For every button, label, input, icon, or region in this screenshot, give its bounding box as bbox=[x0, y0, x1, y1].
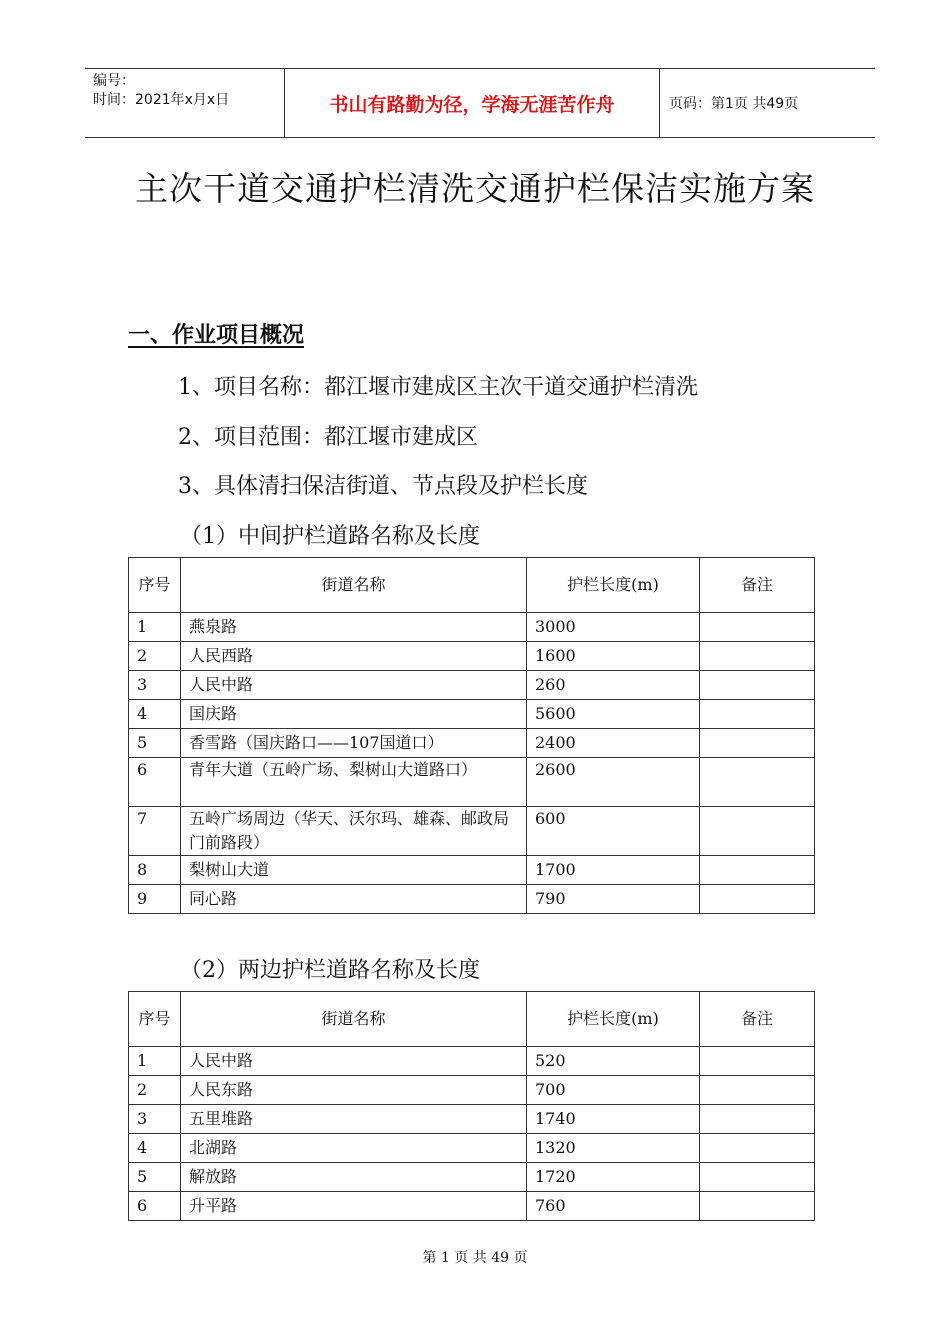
cell-name: 五里堆路 bbox=[181, 1105, 527, 1134]
cell-no: 2 bbox=[129, 1076, 181, 1105]
cell-name: 五岭广场周边（华天、沃尔玛、雄森、邮政局门前路段） bbox=[181, 807, 527, 856]
both-sides-guardrail-table bbox=[128, 991, 815, 1221]
header-page-info: 页码：第1页 共49页 bbox=[669, 96, 799, 112]
col-header-length: 护栏长度(m) bbox=[527, 558, 700, 613]
cell-name: 梨树山大道 bbox=[181, 856, 527, 885]
table-row bbox=[129, 1105, 815, 1134]
cell-name: 人民西路 bbox=[181, 642, 527, 671]
cell-no: 4 bbox=[129, 700, 181, 729]
cell-no: 5 bbox=[129, 1163, 181, 1192]
table-header-row bbox=[129, 558, 815, 613]
cell-name: 人民东路 bbox=[181, 1076, 527, 1105]
cell-name: 国庆路 bbox=[181, 700, 527, 729]
cell-length: 700 bbox=[527, 1076, 700, 1105]
cell-note bbox=[700, 1192, 815, 1221]
street-detail-item: 3、具体清扫保洁街道、节点段及护栏长度 bbox=[178, 474, 588, 499]
cell-note bbox=[700, 1163, 815, 1192]
cell-note bbox=[700, 758, 815, 807]
table-row bbox=[129, 758, 815, 807]
col-header-length: 护栏长度(m) bbox=[527, 992, 700, 1047]
page-footer: 第 1 页 共 49 页 bbox=[422, 1250, 528, 1266]
cell-no: 8 bbox=[129, 856, 181, 885]
cell-name: 解放路 bbox=[181, 1163, 527, 1192]
table-row bbox=[129, 885, 815, 914]
cell-length: 790 bbox=[527, 885, 700, 914]
cell-length: 1700 bbox=[527, 856, 700, 885]
cell-name: 人民中路 bbox=[181, 1047, 527, 1076]
col-header-no: 序号 bbox=[129, 992, 181, 1047]
table2-caption: （2）两边护栏道路名称及长度 bbox=[180, 958, 480, 983]
table-row bbox=[129, 729, 815, 758]
cell-note bbox=[700, 671, 815, 700]
table-row bbox=[129, 856, 815, 885]
cell-length: 3000 bbox=[527, 613, 700, 642]
table-row bbox=[129, 807, 815, 856]
cell-length: 5600 bbox=[527, 700, 700, 729]
cell-note bbox=[700, 613, 815, 642]
cell-no: 6 bbox=[129, 1192, 181, 1221]
col-header-note: 备注 bbox=[700, 992, 815, 1047]
cell-note bbox=[700, 856, 815, 885]
project-name-item: 1、项目名称：都江堰市建成区主次干道交通护栏清洗 bbox=[178, 375, 698, 400]
cell-note bbox=[700, 729, 815, 758]
cell-no: 5 bbox=[129, 729, 181, 758]
cell-note bbox=[700, 1134, 815, 1163]
cell-name: 燕泉路 bbox=[181, 613, 527, 642]
cell-length: 2400 bbox=[527, 729, 700, 758]
cell-note bbox=[700, 700, 815, 729]
col-header-name: 街道名称 bbox=[181, 992, 527, 1047]
cell-name: 青年大道（五岭广场、梨树山大道路口） bbox=[181, 758, 527, 807]
cell-length: 260 bbox=[527, 671, 700, 700]
cell-note bbox=[700, 1047, 815, 1076]
cell-note bbox=[700, 885, 815, 914]
cell-name: 香雪路（国庆路口——107国道口） bbox=[181, 729, 527, 758]
cell-note bbox=[700, 807, 815, 856]
cell-length: 1720 bbox=[527, 1163, 700, 1192]
cell-no: 7 bbox=[129, 807, 181, 856]
table-row bbox=[129, 1134, 815, 1163]
cell-no: 1 bbox=[129, 1047, 181, 1076]
cell-no: 2 bbox=[129, 642, 181, 671]
document-title: 主次干道交通护栏清洗交通护栏保洁实施方案 bbox=[135, 169, 815, 208]
page-header bbox=[85, 68, 875, 138]
header-meta bbox=[85, 69, 285, 137]
cell-no: 6 bbox=[129, 758, 181, 807]
cell-no: 1 bbox=[129, 613, 181, 642]
cell-no: 4 bbox=[129, 1134, 181, 1163]
project-scope-item: 2、项目范围：都江堰市建成区 bbox=[178, 425, 478, 450]
cell-note bbox=[700, 1076, 815, 1105]
cell-name: 同心路 bbox=[181, 885, 527, 914]
cell-name: 北湖路 bbox=[181, 1134, 527, 1163]
header-motto: 书山有路勤为径，学海无涯苦作舟 bbox=[285, 69, 660, 137]
table-row bbox=[129, 1192, 815, 1221]
cell-length: 520 bbox=[527, 1047, 700, 1076]
col-header-no: 序号 bbox=[129, 558, 181, 613]
median-guardrail-table bbox=[128, 557, 815, 914]
table-row bbox=[129, 1047, 815, 1076]
cell-note bbox=[700, 642, 815, 671]
table-row bbox=[129, 700, 815, 729]
table-row bbox=[129, 671, 815, 700]
cell-note bbox=[700, 1105, 815, 1134]
col-header-note: 备注 bbox=[700, 558, 815, 613]
cell-no: 9 bbox=[129, 885, 181, 914]
cell-length: 1740 bbox=[527, 1105, 700, 1134]
cell-length: 2600 bbox=[527, 758, 700, 807]
cell-length: 760 bbox=[527, 1192, 700, 1221]
cell-no: 3 bbox=[129, 671, 181, 700]
doc-time-label: 时间：2021年x月x日 bbox=[93, 92, 230, 108]
table-row bbox=[129, 1076, 815, 1105]
table-row bbox=[129, 642, 815, 671]
cell-no: 3 bbox=[129, 1105, 181, 1134]
section-heading: 一、作业项目概况 bbox=[128, 322, 305, 348]
cell-length: 1600 bbox=[527, 642, 700, 671]
table1-caption: （1）中间护栏道路名称及长度 bbox=[180, 524, 480, 549]
table-header-row bbox=[129, 992, 815, 1047]
col-header-name: 街道名称 bbox=[181, 558, 527, 613]
cell-length: 600 bbox=[527, 807, 700, 856]
cell-length: 1320 bbox=[527, 1134, 700, 1163]
doc-number-label: 编号： bbox=[93, 73, 135, 89]
table-row bbox=[129, 1163, 815, 1192]
cell-name: 人民中路 bbox=[181, 671, 527, 700]
cell-name: 升平路 bbox=[181, 1192, 527, 1221]
table-row bbox=[129, 613, 815, 642]
